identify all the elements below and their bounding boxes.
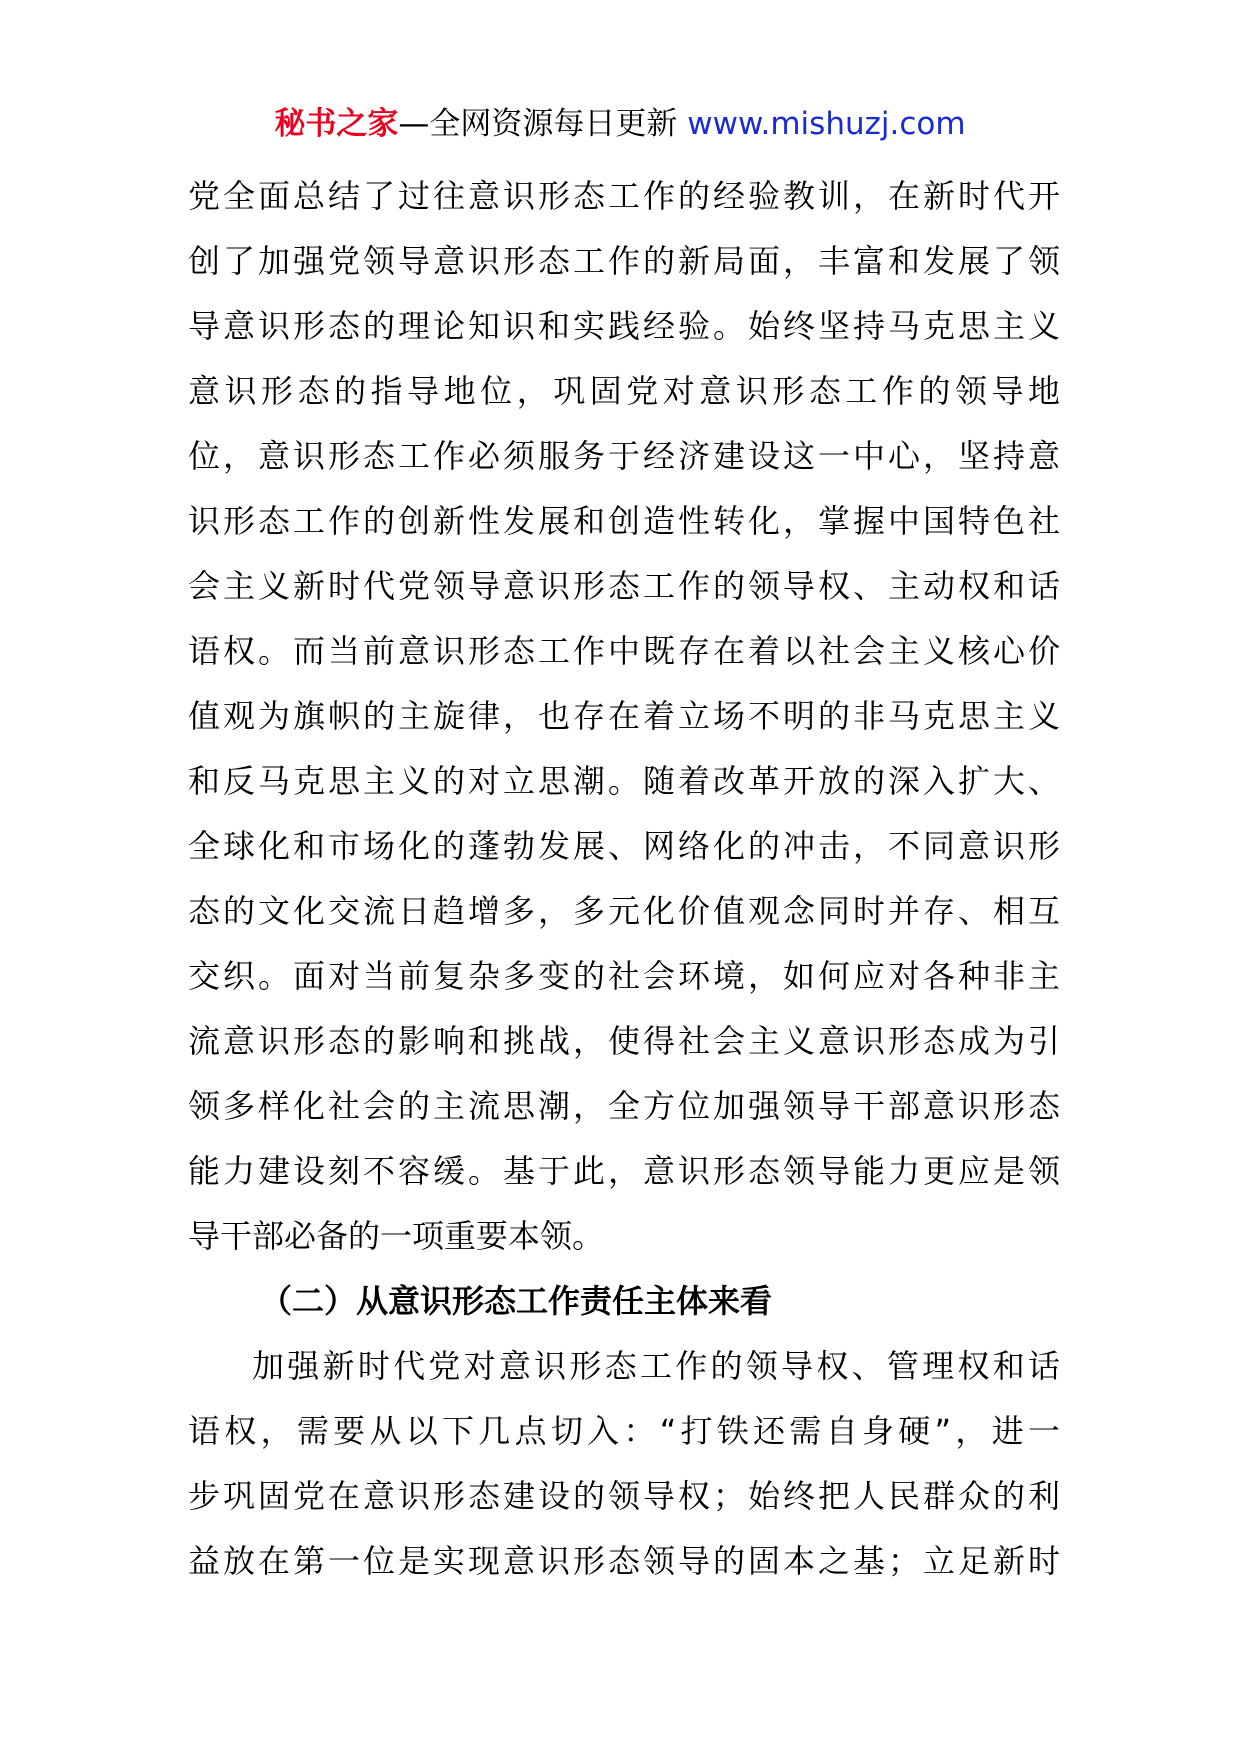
paragraph-line: 领多样化社会的主流思潮，全方位加强领导干部意识形态 [188,1087,1060,1125]
paragraph-line: 和反马克思主义的对立思潮。随着改革开放的深入扩大、 [188,762,1060,800]
paragraph-line: 位，意识形态工作必须服务于经济建设这一中心，坚持意 [188,437,1060,475]
paragraph-line: 创了加强党领导意识形态工作的新局面，丰富和发展了领 [188,242,1060,280]
header-brand: 秘书之家 [274,106,399,142]
header-url-link[interactable]: www.mishuzj.com [687,106,966,142]
paragraph-line: 态的文化交流日趋增多，多元化价值观念同时并存、相互 [188,892,1060,930]
page-header [0,102,1240,146]
paragraph-1 [188,164,1060,1269]
paragraph-line: 党全面总结了过往意识形态工作的经验教训，在新时代开 [188,177,1060,215]
paragraph-line: 值观为旗帜的主旋律，也存在着立场不明的非马克思主义 [188,697,1060,735]
paragraph-line: 交织。面对当前复杂多变的社会环境，如何应对各种非主 [188,957,1060,995]
document-body [188,164,1060,1594]
paragraph-line: 语权。而当前意识形态工作中既存在着以社会主义核心价 [188,632,1060,670]
paragraph-line: 导干部必备的一项重要本领。 [188,1217,605,1255]
paragraph-line: 全球化和市场化的蓬勃发展、网络化的冲击，不同意识形 [188,827,1060,865]
paragraph-line: 会主义新时代党领导意识形态工作的领导权、主动权和话 [188,567,1060,605]
paragraph-line: 能力建设刻不容缓。基于此，意识形态领导能力更应是领 [188,1152,1060,1190]
paragraph-line: 益放在第一位是实现意识形态领导的固本之基；立足新时 [188,1542,1060,1580]
header-slogan: —全网资源每日更新 [398,106,678,142]
paragraph-line: 语权，需要从以下几点切入：“打铁还需自身硬”，进一 [188,1412,1060,1450]
paragraph-2 [188,1334,1060,1594]
section-heading: （二）从意识形态工作责任主体来看 [260,1282,773,1320]
paragraph-line: 导意识形态的理论知识和实践经验。始终坚持马克思主义 [188,307,1060,345]
paragraph-line: 加强新时代党对意识形态工作的领导权、管理权和话 [252,1347,1060,1385]
paragraph-line: 流意识形态的影响和挑战，使得社会主义意识形态成为引 [188,1022,1060,1060]
paragraph-line: 识形态工作的创新性发展和创造性转化，掌握中国特色社 [188,502,1060,540]
paragraph-line: 步巩固党在意识形态建设的领导权；始终把人民群众的利 [188,1477,1060,1515]
paragraph-line: 意识形态的指导地位，巩固党对意识形态工作的领导地 [188,372,1060,410]
